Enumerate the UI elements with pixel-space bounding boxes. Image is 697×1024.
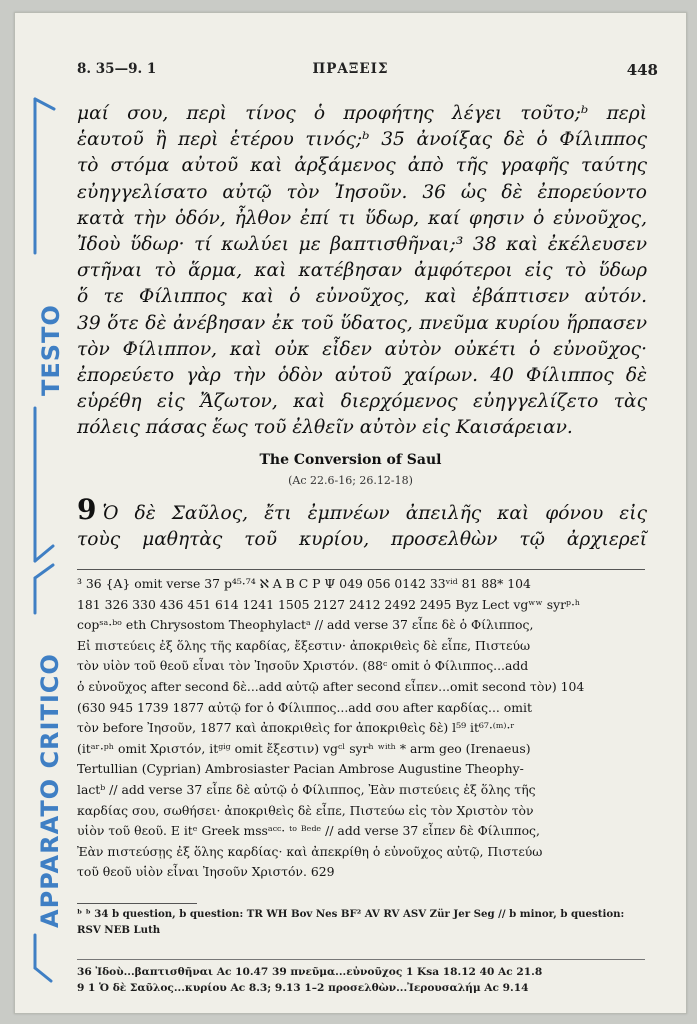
section-heading: The Conversion of Saul bbox=[259, 452, 442, 468]
text-line: ὅ τε Φίλιππος καὶ ὁ εὐνοῦχος, καὶ ἐβάπτισεν αὐτόν. bbox=[77, 286, 647, 308]
cross-ref-line: 9 1 Ὁ δὲ Σαῦλος...κυρίου Ac 8.3; 9.13 1–2 προσελθὼν...Ἰερουσαλήμ Ac 9.14 bbox=[77, 982, 529, 994]
chapter-9-text bbox=[77, 493, 647, 553]
apparatus-line: (itᵃʳ·ᵖʰ omit Χριστόν, itᵍⁱᵍ omit ἔξεστιν) vgᶜˡ syrʰ ʷⁱᵗʰ * arm geo (Irenaeus) bbox=[77, 740, 531, 756]
critical-apparatus bbox=[77, 574, 645, 883]
apparato-arrow-head-bottom bbox=[35, 968, 51, 981]
text-line: Ἰδοὺ ὕδωρ· τί κωλύει με βαπτισθῆναι;³ 38 καὶ ἐκέλευσεν bbox=[77, 234, 647, 256]
cross-reference-divider bbox=[77, 959, 645, 960]
apparatus-line: lactᵇ // add verse 37 εἶπε δὲ αὐτῷ ὁ Φίλιππος, Ἐὰν πιστεύεις ἐξ ὅλης τῆς bbox=[77, 781, 536, 797]
footnote-divider bbox=[77, 903, 197, 904]
text-line: μαί σου, περὶ τίνος ὁ προφήτης λέγει τοῦτο;ᵇ περὶ bbox=[77, 103, 647, 124]
testo-label: TESTO bbox=[37, 304, 65, 396]
text-line: τὸ στόμα αὐτοῦ καὶ ἀρξάμενος ἀπὸ τῆς γραφῆς ταύτης bbox=[77, 155, 647, 177]
apparatus-line: τὸν υἱὸν τοῦ θεοῦ εἶναι τὸν Ἰησοῦν Χριστόν. (88ᶜ omit ὁ Φίλιππος...add bbox=[77, 658, 529, 674]
header-reference: 8. 35—9. 1 bbox=[77, 61, 157, 77]
chapter-9-line-2: τοὺς μαθητὰς τοῦ κυρίου, προσελθὼν τῷ ἀρχιερεῖ bbox=[77, 529, 647, 551]
text-line: τὸν Φίλιππον, καὶ οὐκ εἶδεν αὐτὸν οὐκέτι ὁ εὐνοῦχος· bbox=[77, 338, 647, 360]
testo-arrow-head-top bbox=[35, 99, 54, 109]
punctuation-footnote bbox=[77, 906, 645, 938]
footnote-line: ᵇ ᵇ 34 b question, b question: TR WH Bov Nes BF² AV RV ASV Zür Jer Seg // b minor, b question: bbox=[77, 908, 625, 920]
testo-arrow-head-bottom bbox=[35, 546, 53, 561]
apparatus-line: τὸν before Ἰησοῦν, 1877 καὶ ἀποκριθεὶς for ἀποκριθεὶς δὲ) l⁵⁹ it⁶⁷·⁽ᵐ⁾·ʳ bbox=[77, 720, 515, 736]
text-line bbox=[77, 493, 647, 527]
main-greek-text bbox=[77, 101, 647, 442]
apparatus-line: τοῦ θεοῦ υἱὸν εἶναι Ἰησοῦν Χριστόν. 629 bbox=[77, 864, 335, 880]
cross-references bbox=[77, 964, 645, 996]
apparatus-line: Tertullian (Cyprian) Ambrosiaster Pacian Ambrose Augustine Theophy- bbox=[77, 761, 524, 777]
footnote-line: RSV NEB Luth bbox=[77, 924, 161, 936]
page-number: 448 bbox=[626, 61, 658, 79]
text-line: εὑρέθη εἰς Ἄζωτον, καὶ διερχόμενος εὐηγγελίζετο τὰς bbox=[77, 391, 647, 413]
cross-ref-line: 36 Ἰδοὺ...βαπτισθῆναι Ac 10.47 39 πνεῦμα...εὐνοῦχος 1 Ksa 18.12 40 Ac 21.8 bbox=[77, 966, 543, 978]
text-line: εὐηγγελίσατο αὐτῷ τὸν Ἰησοῦν. 36 ὡς δὲ ἐπορεύοντο bbox=[77, 181, 647, 203]
text-line: στῆναι τὸ ἅρμα, καὶ κατέβησαν ἀμφότεροι εἰς τὸ ὕδωρ bbox=[77, 260, 647, 282]
apparatus-line: (630 945 1739 1877 αὐτῷ for ὁ Φίλιππος...add σου after καρδίας... omit bbox=[77, 699, 532, 715]
apparatus-line: υἱὸν τοῦ θεοῦ. E itᵉ Greek mssᵃᶜᶜ· ᵗᵒ ᴮᵉᵈᵉ // add verse 37 εἶπεν δὲ Φίλιππος, bbox=[77, 823, 540, 839]
apparatus-line: 181 326 330 436 451 614 1241 1505 2127 2412 2492 2495 Byz Lect vgʷʷ syrᵖ·ʰ bbox=[77, 596, 581, 612]
chapter-number: 9 bbox=[77, 493, 97, 526]
text-line: 39 ὅτε δὲ ἀνέβησαν ἐκ τοῦ ὕδατος, πνεῦμα κυρίου ἥρπασεν bbox=[77, 312, 647, 334]
section-parallel-refs: (Ac 22.6-16; 26.12-18) bbox=[288, 474, 413, 487]
apparato-arrow-head-top bbox=[35, 565, 53, 578]
text-line: ἑαυτοῦ ἢ περὶ ἑτέρου τινός;ᵇ 35 ἀνοίξας δὲ ὁ Φίλιππος bbox=[77, 129, 647, 151]
apparatus-line: Ἐὰν πιστεύσῃς ἐξ ὅλης καρδίας· καὶ ἀπεκρίθη ὁ εὐνοῦχος αὐτῷ, Πιστεύω bbox=[77, 843, 543, 859]
apparato-critico-label: APPARATO CRITICO bbox=[36, 653, 64, 928]
apparatus-line: ³ 36 {A} omit verse 37 p⁴⁵·⁷⁴ ℵ A B C P Ψ 049 056 0142 33ᵛⁱᵈ 81 88* 104 bbox=[77, 576, 531, 591]
apparatus-line: ὁ εὐνοῦχος after second δὲ...add αὐτῷ after second εἶπεν...omit second τὸν) 104 bbox=[77, 678, 585, 694]
book-page bbox=[14, 12, 687, 1014]
text-line: ἐπορεύετο γὰρ τὴν ὁδὸν αὐτοῦ χαίρων. 40 Φίλιππος δὲ bbox=[77, 365, 647, 387]
apparatus-line: copˢᵃ·ᵇᵒ eth Chrysostom Theophylactᵃ // add verse 37 εἶπε δὲ ὁ Φίλιππος, bbox=[77, 617, 534, 633]
apparatus-line: καρδίας σου, σωθήσει· ἀποκριθεὶς δὲ εἶπε, Πιστεύω εἰς τὸν Χριστὸν τὸν bbox=[77, 802, 534, 818]
header-title: ΠΡΑΞΕΙΣ bbox=[312, 61, 389, 77]
apparatus-divider bbox=[77, 569, 645, 570]
text-line: κατὰ τὴν ὁδόν, ἦλθον ἐπί τι ὕδωρ, καί φησιν ὁ εὐνοῦχος, bbox=[77, 207, 647, 229]
chapter-9-line-1: Ὁ δὲ Σαῦλος, ἔτι ἐμπνέων ἀπειλῆς καὶ φόνου εἰς bbox=[102, 503, 647, 524]
apparatus-line: Εἰ πιστεύεις ἐξ ὅλης τῆς καρδίας, ἔξεστιν· ἀποκριθεὶς δὲ εἶπε, Πιστεύω bbox=[77, 637, 531, 653]
text-line: πόλεις πάσας ἕως τοῦ ἐλθεῖν αὐτὸν εἰς Καισάρειαν. bbox=[77, 417, 573, 439]
